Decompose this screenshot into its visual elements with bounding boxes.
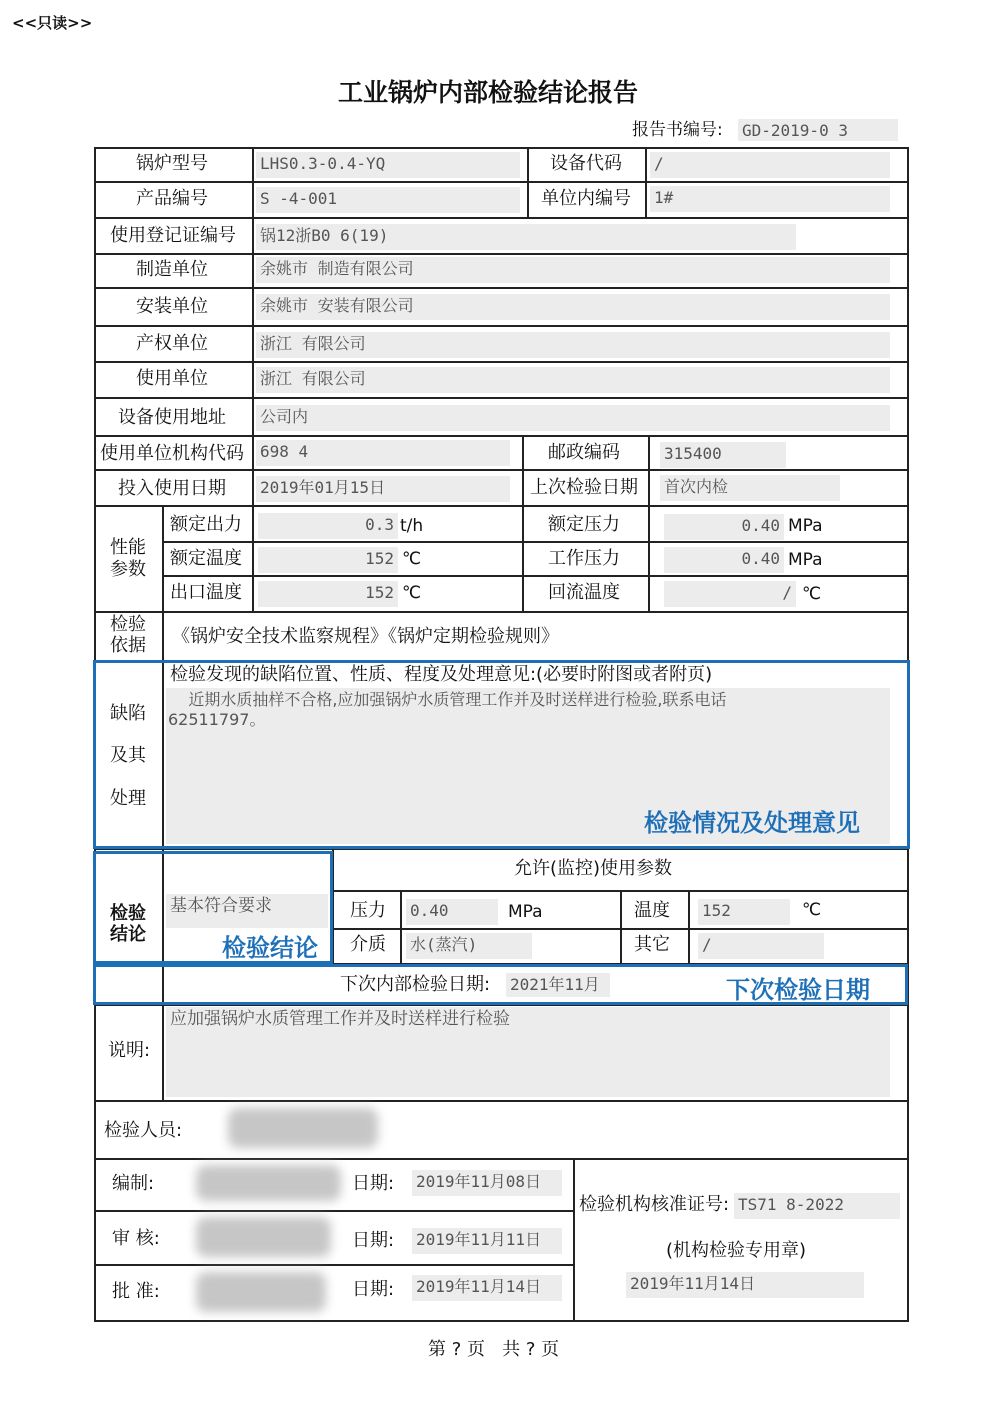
- postcode-label: 邮政编码: [548, 442, 620, 463]
- review-date-label: 日期:: [352, 1230, 395, 1251]
- approve-date-field[interactable]: 2019年11月14日: [412, 1275, 562, 1301]
- defects-text-line1: 近期水质抽样不合格,应加强锅炉水质管理工作并及时送样进行检验,联系电话: [168, 690, 727, 709]
- compile-signature: [196, 1165, 341, 1201]
- return-temp-label: 回流温度: [548, 582, 620, 603]
- defects-text-line2: 62511797。: [168, 710, 266, 729]
- work-pressure-label: 工作压力: [548, 548, 620, 569]
- rated-pressure-field[interactable]: 0.40: [664, 514, 784, 540]
- defects-label-3: 处理: [110, 788, 146, 809]
- owner-field[interactable]: 浙江 有限公司: [256, 332, 890, 358]
- unit-inner-no-field[interactable]: 1#: [650, 186, 890, 212]
- rated-pressure-label: 额定压力: [548, 514, 620, 535]
- page-title: 工业锅炉内部检验结论报告: [338, 78, 639, 107]
- reg-no-label: 使用登记证编号: [110, 225, 236, 246]
- device-code-label: 设备代码: [550, 153, 622, 174]
- defects-annotation: 检验情况及处理意见: [644, 809, 860, 837]
- medium-field[interactable]: 水(蒸汽): [406, 933, 532, 959]
- allowed-temp-unit: ℃: [802, 900, 822, 920]
- review-signature: [196, 1217, 331, 1257]
- conclusion-label: 检验结论: [110, 903, 146, 945]
- installer-field[interactable]: 余姚市 安装有限公司: [256, 294, 890, 320]
- maker-field[interactable]: 余姚市 制造有限公司: [256, 257, 890, 283]
- outlet-temp-field[interactable]: 152: [258, 581, 398, 607]
- approve-date-label: 日期:: [352, 1279, 395, 1300]
- outlet-temp-unit: ℃: [402, 583, 422, 603]
- start-date-field[interactable]: 2019年01月15日: [256, 476, 510, 502]
- allowed-pressure-label: 压力: [350, 900, 386, 921]
- review-label: 审 核:: [112, 1228, 160, 1249]
- maker-label: 制造单位: [136, 259, 208, 280]
- defects-heading: 检验发现的缺陷位置、性质、程度及处理意见:(必要时附图或者附页): [170, 664, 713, 685]
- last-check-label: 上次检验日期: [530, 477, 638, 498]
- address-field[interactable]: 公司内: [256, 405, 890, 431]
- report-no-label: 报告书编号:: [632, 120, 723, 140]
- review-date-field[interactable]: 2019年11月11日: [412, 1228, 562, 1254]
- basis-text: 《锅炉安全技术监察规程》《锅炉定期检验规则》: [172, 626, 559, 647]
- return-temp-field[interactable]: /: [664, 581, 796, 607]
- defects-label-2: 及其: [110, 745, 146, 766]
- user-field[interactable]: 浙江 有限公司: [256, 367, 890, 393]
- rated-temp-label: 额定温度: [170, 548, 242, 569]
- org-code-label: 使用单位机构代码: [100, 443, 244, 464]
- rated-output-unit: t/h: [400, 516, 424, 536]
- inspector-signature: [228, 1108, 378, 1148]
- last-check-field[interactable]: 首次内检: [660, 475, 840, 501]
- product-no-field[interactable]: S -4-001: [256, 187, 520, 213]
- compile-date-label: 日期:: [352, 1173, 395, 1194]
- next-check-annotation: 下次检验日期: [726, 976, 870, 1004]
- inspector-label: 检验人员:: [104, 1120, 183, 1141]
- return-temp-unit: ℃: [802, 584, 822, 604]
- owner-label: 产权单位: [136, 333, 208, 354]
- other-field[interactable]: /: [698, 933, 824, 959]
- org-code-field[interactable]: 698 4: [256, 440, 510, 466]
- seal-text: (机构检验专用章): [666, 1240, 807, 1261]
- allowed-temp-field[interactable]: 152: [698, 899, 790, 925]
- boiler-model-field[interactable]: LHS0.3-0.4-YQ: [256, 152, 520, 178]
- next-check-field[interactable]: 2021年11月: [506, 973, 610, 997]
- medium-label: 介质: [350, 934, 386, 955]
- rated-temp-unit: ℃: [402, 549, 422, 569]
- note-field[interactable]: 应加强锅炉水质管理工作并及时送样进行检验: [166, 1007, 890, 1097]
- rated-output-field[interactable]: 0.3: [258, 513, 398, 539]
- device-code-field[interactable]: /: [650, 152, 890, 178]
- defects-label-1: 缺陷: [110, 703, 146, 724]
- report-no: GD-2019-0 3: [738, 119, 898, 141]
- product-no-label: 产品编号: [136, 188, 208, 209]
- compile-label: 编制:: [112, 1173, 155, 1194]
- approve-label: 批 准:: [112, 1281, 160, 1302]
- approve-signature: [196, 1272, 326, 1312]
- seal-date-field[interactable]: 2019年11月14日: [626, 1272, 864, 1298]
- boiler-model-label: 锅炉型号: [136, 153, 208, 174]
- readonly-label: <<只读>>: [12, 14, 93, 32]
- next-check-label: 下次内部检验日期:: [340, 974, 491, 995]
- rated-temp-field[interactable]: 152: [258, 547, 398, 573]
- rated-pressure-unit: MPa: [788, 516, 823, 536]
- conclusion-field[interactable]: 基本符合要求: [166, 894, 328, 928]
- basis-label: 检验依据: [110, 614, 146, 656]
- address-label: 设备使用地址: [118, 407, 226, 428]
- allowed-temp-label: 温度: [634, 900, 670, 921]
- note-label: 说明:: [108, 1040, 151, 1061]
- cert-label: 检验机构核准证号:: [579, 1194, 730, 1215]
- work-pressure-unit: MPa: [788, 550, 823, 570]
- other-label: 其它: [634, 934, 670, 955]
- compile-date-field[interactable]: 2019年11月08日: [412, 1170, 562, 1196]
- page-footer: 第 ? 页 共 ? 页: [428, 1339, 560, 1360]
- outlet-temp-label: 出口温度: [170, 582, 242, 603]
- params-section-label: 性能参数: [110, 537, 146, 580]
- rated-output-label: 额定出力: [170, 514, 242, 535]
- work-pressure-field[interactable]: 0.40: [664, 547, 784, 573]
- cert-no-field[interactable]: TS71 8-2022: [734, 1193, 900, 1219]
- unit-inner-no-label: 单位内编号: [541, 188, 631, 209]
- reg-no-field[interactable]: 锅12浙B0 6(19): [256, 224, 796, 250]
- installer-label: 安装单位: [136, 296, 208, 317]
- allowed-pressure-unit: MPa: [508, 902, 543, 922]
- conclusion-annotation: 检验结论: [222, 934, 318, 962]
- start-date-label: 投入使用日期: [118, 478, 226, 499]
- user-label: 使用单位: [136, 368, 208, 389]
- postcode-field[interactable]: 315400: [660, 442, 786, 468]
- allowed-pressure-field[interactable]: 0.40: [406, 899, 498, 925]
- allowed-params-title: 允许(监控)使用参数: [514, 858, 673, 879]
